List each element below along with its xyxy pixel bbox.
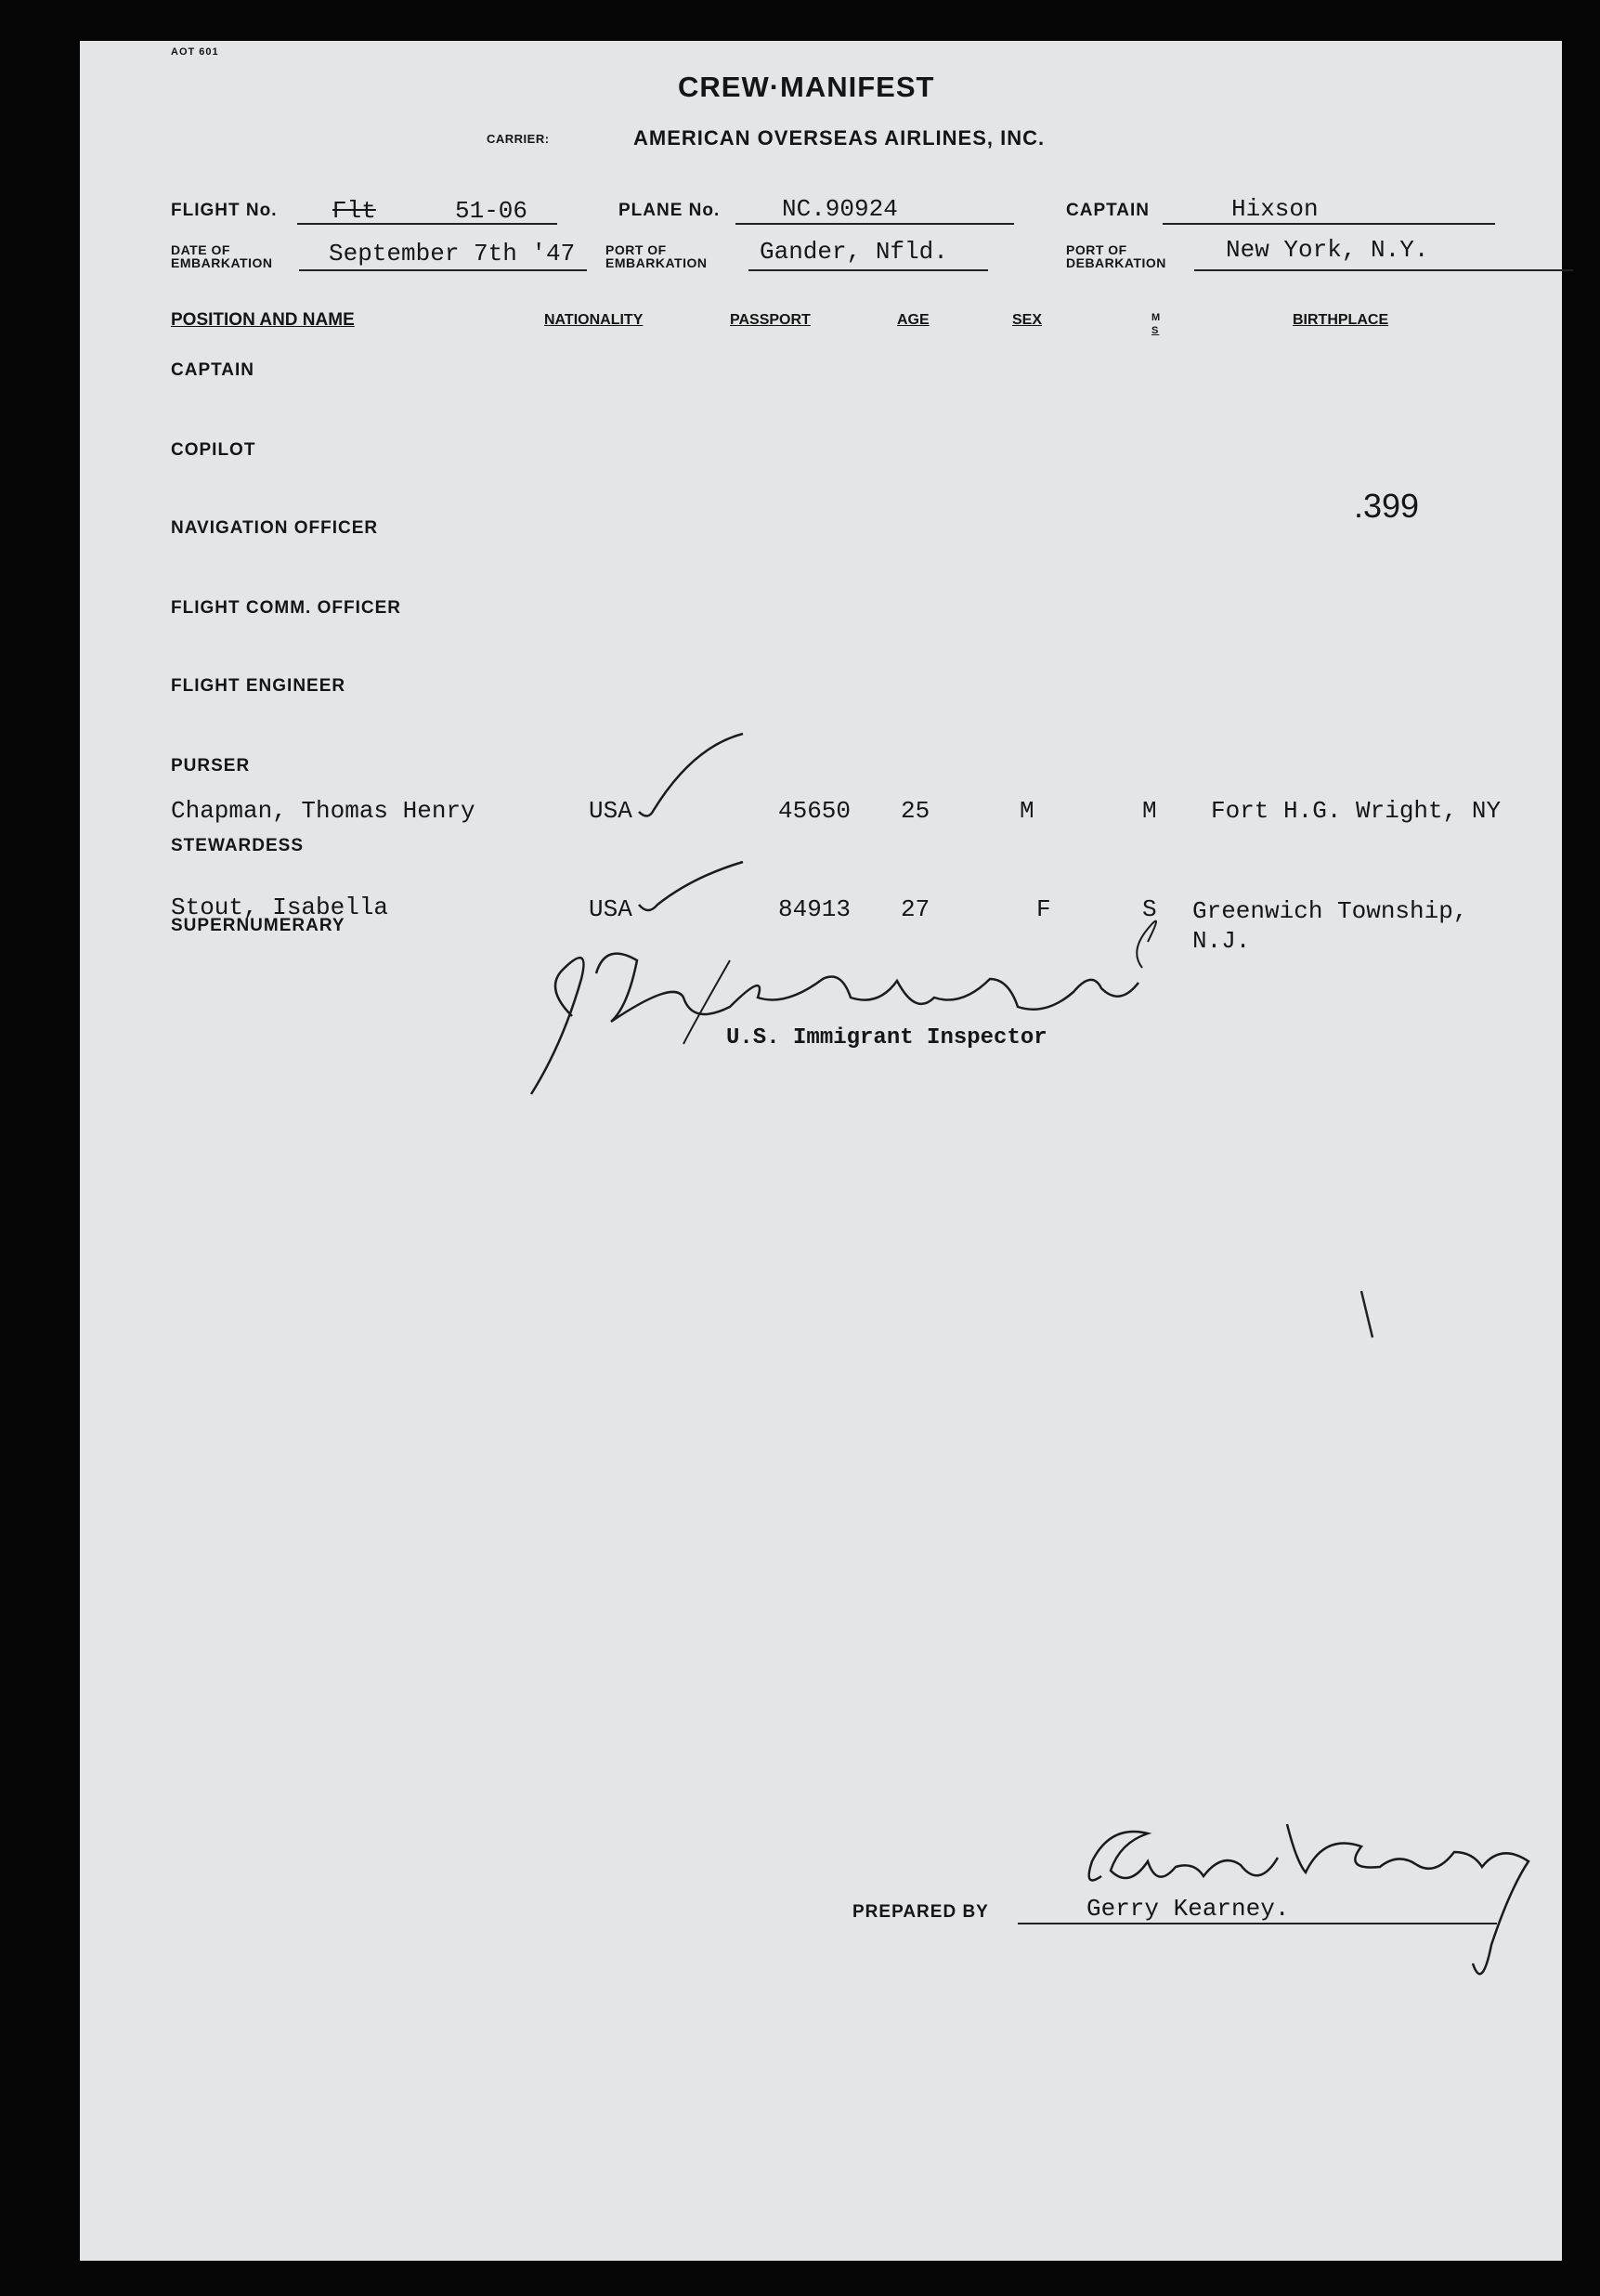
crew-birthplace: Greenwich Township, xyxy=(1192,897,1468,925)
captain-value: Hixson xyxy=(1231,195,1319,223)
flight-no-strikeout: Flt xyxy=(332,197,376,225)
col-nationality: NATIONALITY xyxy=(544,312,644,328)
manifest-page xyxy=(80,41,1562,2261)
pos-comm: FLIGHT COMM. OFFICER xyxy=(171,598,401,618)
crew-sex: M xyxy=(1020,797,1034,825)
stamp-number: .399 xyxy=(1354,487,1420,525)
port-emb-value: Gander, Nfld. xyxy=(760,238,948,266)
plane-no-label: PLANE No. xyxy=(618,201,721,220)
pos-supernumerary: SUPERNUMERARY xyxy=(171,916,345,935)
crew-age: 25 xyxy=(901,797,930,825)
port-deb-label-1: PORT OF xyxy=(1066,242,1127,257)
pos-navigation: NAVIGATION OFFICER xyxy=(171,518,379,538)
carrier-name: AMERICAN OVERSEAS AIRLINES, INC. xyxy=(633,126,1046,150)
port-deb-label-2: DEBARKATION xyxy=(1066,255,1166,270)
crew-nationality: USA xyxy=(589,895,632,923)
crew-name: Stout, Isabella xyxy=(171,894,389,921)
pos-captain: CAPTAIN xyxy=(171,360,255,380)
col-ms-1: M xyxy=(1151,312,1162,323)
col-sex: SEX xyxy=(1012,312,1043,328)
pos-purser: PURSER xyxy=(171,756,251,776)
port-deb-value: New York, N.Y. xyxy=(1226,236,1429,264)
page-title: CREW·MANIFEST xyxy=(678,71,935,103)
crew-name: Chapman, Thomas Henry xyxy=(171,797,475,825)
prepared-by-label: PREPARED BY xyxy=(852,1902,989,1922)
col-age: AGE xyxy=(897,312,930,328)
crew-age: 27 xyxy=(901,895,930,923)
crew-marital: M xyxy=(1142,797,1157,825)
flight-no-label: FLIGHT No. xyxy=(171,201,278,220)
captain-label: CAPTAIN xyxy=(1066,201,1151,220)
crew-sex: F xyxy=(1036,895,1051,923)
crew-birthplace-line-2: N.J. xyxy=(1192,927,1251,955)
date-label-2: EMBARKATION xyxy=(171,255,273,270)
prepared-by-value: Gerry Kearney. xyxy=(1086,1895,1290,1923)
crew-passport: 45650 xyxy=(778,797,852,825)
pos-engineer: FLIGHT ENGINEER xyxy=(171,676,346,696)
pos-stewardess: STEWARDESS xyxy=(171,836,305,855)
col-ms-2: S xyxy=(1151,325,1160,336)
col-passport: PASSPORT xyxy=(730,312,811,328)
col-position: POSITION AND NAME xyxy=(171,310,355,330)
flight-no-value: 51-06 xyxy=(455,197,528,225)
date-label-1: DATE OF xyxy=(171,242,230,257)
port-emb-label-1: PORT OF xyxy=(605,242,667,257)
inspector-caption: U.S. Immigrant Inspector xyxy=(726,1025,1047,1050)
form-id: AOT 601 xyxy=(171,46,219,58)
pos-copilot: COPILOT xyxy=(171,440,256,460)
port-emb-label-2: EMBARKATION xyxy=(605,255,708,270)
plane-no-value: NC.90924 xyxy=(782,195,898,223)
crew-nationality: USA xyxy=(589,797,632,825)
carrier-label: CARRIER: xyxy=(487,132,550,146)
preparer-signature xyxy=(80,41,1562,2261)
crew-marital: S xyxy=(1142,895,1157,923)
col-birthplace: BIRTHPLACE xyxy=(1293,312,1389,328)
crew-passport: 84913 xyxy=(778,895,852,923)
date-value: September 7th '47 xyxy=(329,240,576,267)
crew-birthplace: Fort H.G. Wright, NY xyxy=(1211,797,1502,825)
